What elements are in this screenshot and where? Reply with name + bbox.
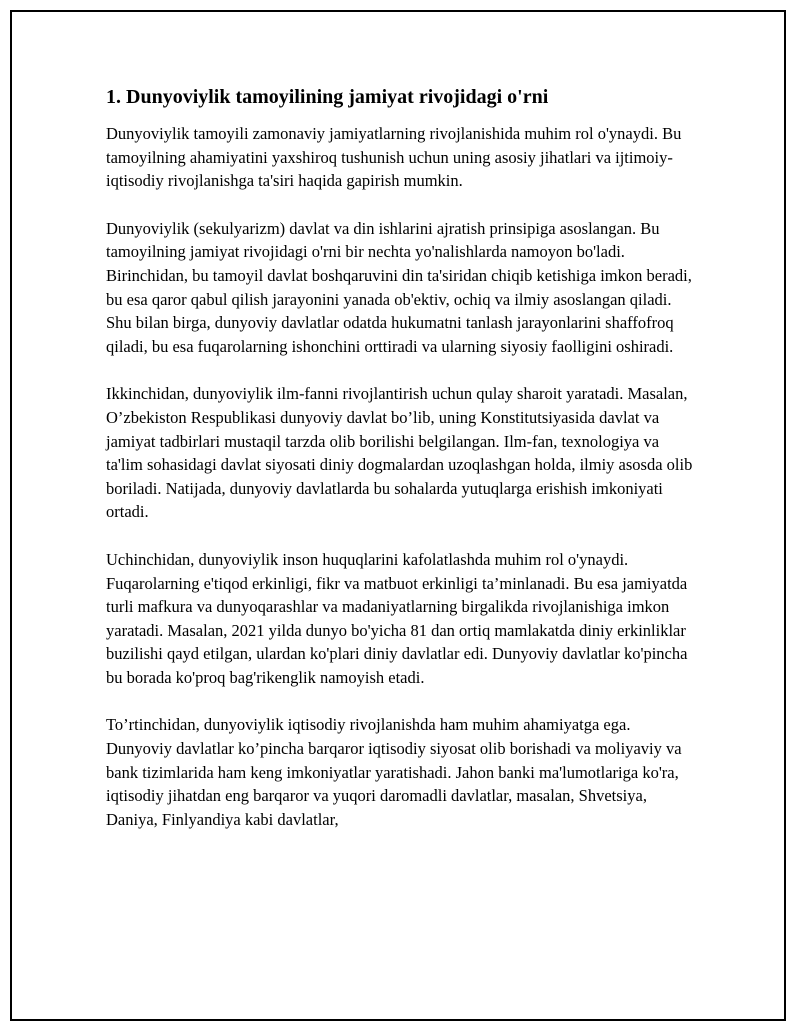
section-heading: 1. Dunyoviylik tamoyilining jamiyat rivojidagi o'rni [106, 86, 549, 108]
paragraph-secularism-definition: Dunyoviylik (sekulyarizm) davlat va din ishlarini ajratish prinsipiga asoslangan. Bu tamoyilning jamiyat rivojidagi o'rni bir nechta yo'nalishlarda namoyon bo'ladi. Birinchidan, bu tamoyil davlat boshqaruvini din ta'siridan chiqib ketishiga imkon beradi, bu esa qaror qabul qilish jarayonini yanada ob'ektiv, ochiq va ilmiy asoslangan qiladi. Shu bilan birga, dunyoviy davlatlar odatda hukumatni tanlash jarayonlarini shaffofroq qiladi, bu esa fuqarolarning ishonchini orttiradi va ularning siyosiy faolligini oshiradi. [106, 218, 692, 356]
paragraph-intro: Dunyoviylik tamoyili zamonaviy jamiyatlarning rivojlanishida muhim rol o'ynaydi. Bu tamoyilning ahamiyatini yaxshiroq tushunish uchun uning asosiy jihatlari va ijtimoiy-iqtisodiy rivojlanishga ta'siri haqida gapirish mumkin. [106, 124, 682, 191]
document-body [106, 84, 696, 855]
paragraph-human-rights: Uchinchidan, dunyoviylik inson huquqlarini kafolatlashda muhim rol o'ynaydi. Fuqarolarning e'tiqod erkinligi, fikr va matbuot erkinligi ta’minlanadi. Bu esa jamiyatda turli mafkura va dunyoqarashlar va madaniyatlarning birgalikda rivojlanishiga imkon yaratadi. Masalan, 2021 yilda dunyo bo'yicha 81 dan ortiq mamlakatda diniy erkinliklar buzilishi qayd etilgan, ulardan ko'plari diniy davlatlar edi. Dunyoviy davlatlar ko'pincha bu borada ko'proq bag'rikenglik namoyish etadi. [106, 549, 688, 687]
paragraph-economy: To’rtinchidan, dunyoviylik iqtisodiy rivojlanishda ham muhim ahamiyatga ega. Dunyoviy davlatlar ko’pincha barqaror iqtisodiy siyosat olib borishadi va moliyaviy va bank tizimlarida ham keng imkoniyatlar yaratishadi. Jahon banki ma'lumotlariga ko'ra, iqtisodiy jihatdan eng barqaror va yuqori daromadli davlatlar, masalan, Shvetsiya, Daniya, Finlyandiya kabi davlatlar, [106, 715, 682, 829]
paragraph-science: Ikkinchidan, dunyoviylik ilm-fanni rivojlantirish uchun qulay sharoit yaratadi. Masalan, O’zbekiston Respublikasi dunyoviy davlat bo’lib, uning Konstitutsiyasida davlat va jamiyat tadbirlari mustaqil tarzda olib borilishi belgilangan. Ilm-fan, texnologiya va ta'lim sohasidagi davlat siyosati diniy dogmalardan uzoqlashgan holda, ilmiy asosda olib boriladi. Natijada, dunyoviy davlatlarda bu sohalarda yutuqlarga erishish imkoniyati ortadi. [106, 384, 693, 522]
